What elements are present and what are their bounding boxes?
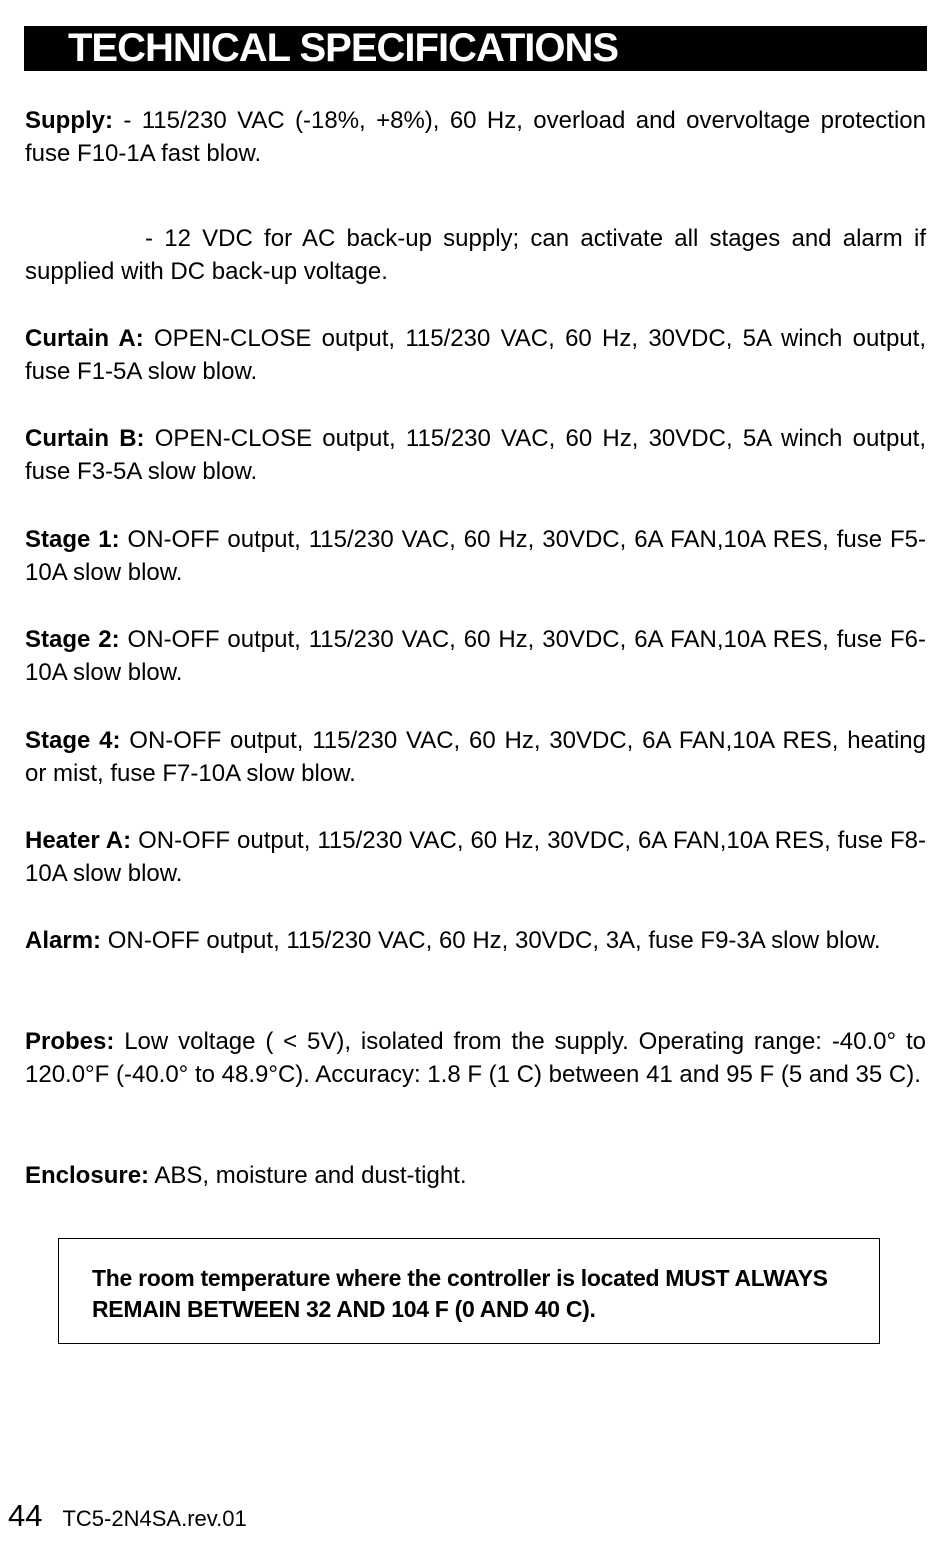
spec-enclosure (25, 1159, 926, 1192)
spec-text: ON-OFF output, 115/230 VAC, 60 Hz, 30VDC, 6A FAN,10A RES, fuse F5-10A slow blow. (25, 526, 926, 586)
spec-alarm (25, 924, 926, 957)
spec-label: Stage 1: (25, 526, 120, 553)
document-reference: TC5-2N4SA.rev.01 (62, 1506, 247, 1531)
spec-text: ON-OFF output, 115/230 VAC, 60 Hz, 30VDC, 6A FAN,10A RES, heating or mist, fuse F7-10A slow blow. (25, 727, 926, 787)
spec-text: - 115/230 VAC (-18%, +8%), 60 Hz, overload and overvoltage protection fuse F10-1A fast blow. (25, 107, 926, 167)
page-title: TECHNICAL SPECIFICATIONS (68, 26, 619, 70)
spec-curtain-a (25, 322, 926, 388)
spec-label: Heater A: (25, 827, 132, 854)
spec-text: OPEN-CLOSE output, 115/230 VAC, 60 Hz, 30VDC, 5A winch output, fuse F3-5A slow blow. (25, 425, 926, 485)
spec-text: ON-OFF output, 115/230 VAC, 60 Hz, 30VDC, 6A FAN,10A RES, fuse F6-10A slow blow. (25, 626, 926, 686)
temperature-notice-box (58, 1238, 880, 1344)
spec-text: ON-OFF output, 115/230 VAC, 60 Hz, 30VDC, 6A FAN,10A RES, fuse F8-10A slow blow. (25, 827, 927, 887)
spec-heater-a (25, 824, 926, 890)
spec-probes (25, 1025, 926, 1091)
spec-curtain-b (25, 422, 926, 488)
spec-stage-2 (25, 623, 926, 689)
spec-stage-4 (25, 724, 926, 790)
page-footer (8, 1496, 247, 1539)
page-number: 44 (8, 1498, 43, 1533)
spec-label: Enclosure: (25, 1162, 150, 1189)
spec-label: Probes: (25, 1028, 115, 1055)
spec-text: OPEN-CLOSE output, 115/230 VAC, 60 Hz, 30VDC, 5A winch output, fuse F1-5A slow blow. (25, 325, 926, 385)
spec-text: Low voltage ( < 5V), isolated from the supply. Operating range: -40.0° to 120.0°F (-40.0° to 48.9°C). Accuracy: 1.8 F (1 C) between 41 and 95 F (5 and 35 C). (25, 1028, 926, 1088)
spec-label: Stage 2: (25, 626, 120, 653)
spec-supply (25, 104, 926, 170)
temperature-notice-text: The room temperature where the controller is located MUST ALWAYS REMAIN BETWEEN 32 AND 104 F (0 AND 40 C). (92, 1265, 828, 1322)
spec-text: ABS, moisture and dust-tight. (149, 1162, 467, 1189)
spec-text: - 12 VDC for AC back-up supply; can activate all stages and alarm if supplied with DC back-up voltage. (25, 225, 926, 285)
spec-label: Curtain B: (25, 425, 145, 452)
section-title-bar (24, 26, 927, 71)
spec-label: Supply: (25, 107, 113, 134)
spec-label: Stage 4: (25, 727, 121, 754)
spec-text: ON-OFF output, 115/230 VAC, 60 Hz, 30VDC, 3A, fuse F9-3A slow blow. (101, 927, 881, 954)
spec-label: Alarm: (25, 927, 102, 954)
spec-stage-1 (25, 523, 926, 589)
spec-supply-dc (25, 222, 926, 288)
spec-label: Curtain A: (25, 325, 144, 352)
